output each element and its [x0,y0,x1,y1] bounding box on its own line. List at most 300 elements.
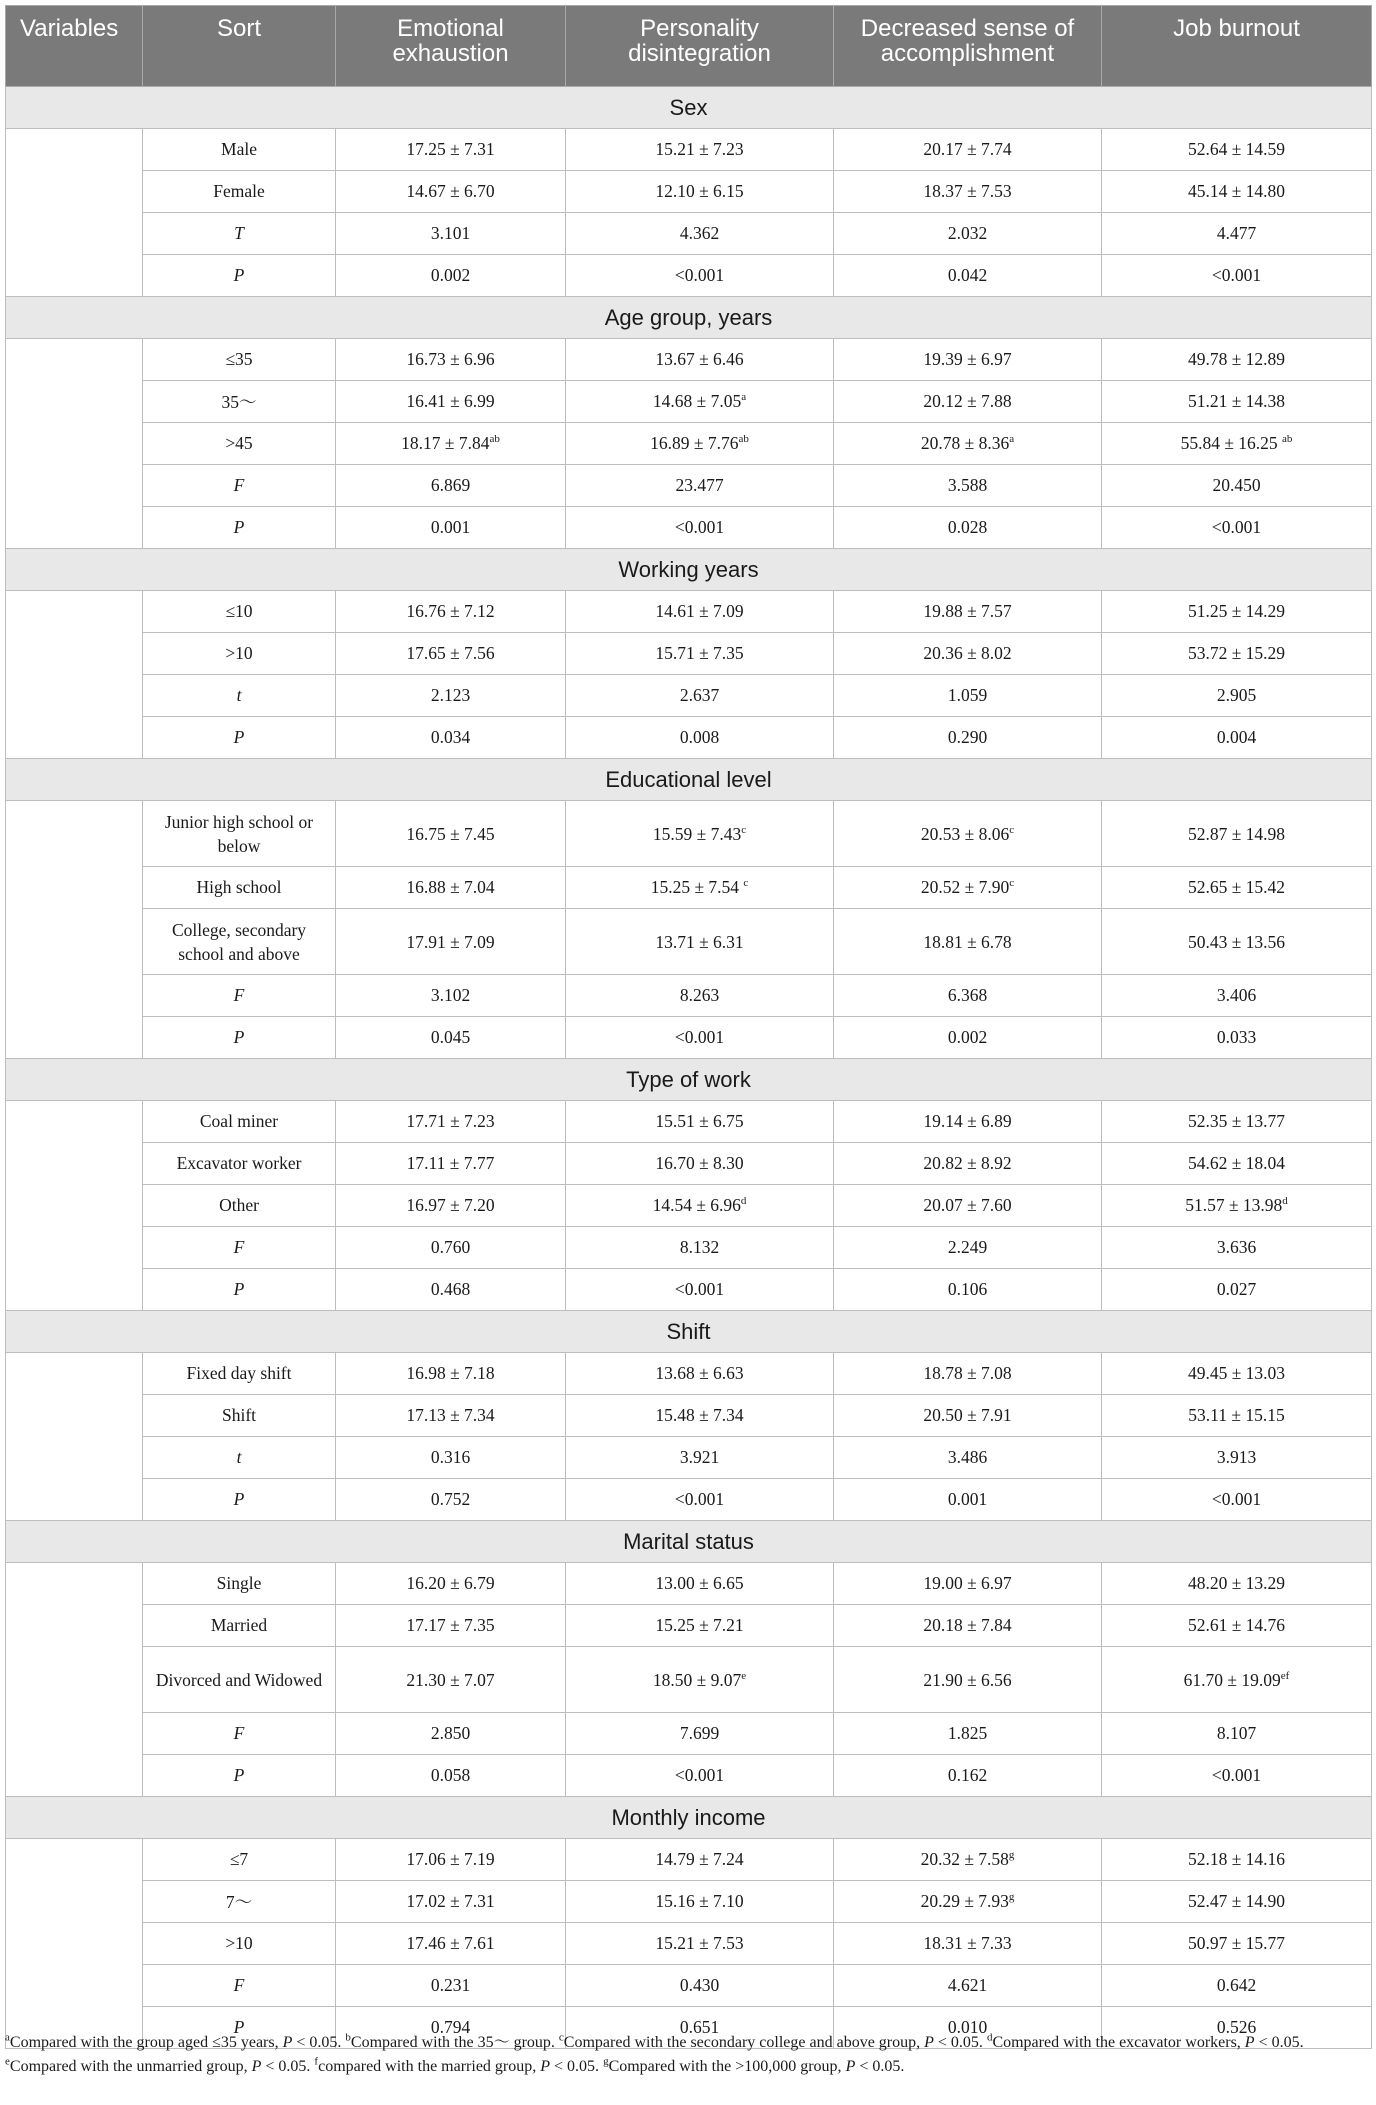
cell-value: 17.71 ± 7.23 [406,1111,495,1131]
emotional-exhaustion-cell [336,213,566,255]
personality-disintegration-cell [566,1605,834,1647]
variable-spacer-cell [6,465,143,507]
personality-disintegration-cell [566,867,834,909]
decreased-accomplishment-cell [834,867,1102,909]
job-burnout-cell [1102,717,1372,759]
cell-value: 15.21 ± 7.23 [655,139,744,159]
table-row [6,1227,1372,1269]
decreased-accomplishment-cell [834,1101,1102,1143]
job-burnout-cell [1102,1479,1372,1521]
sort-cell: F [143,1965,336,2007]
cell-value: 8.132 [679,1237,720,1257]
cell-value: 14.67 ± 6.70 [406,181,495,201]
personality-disintegration-cell [566,591,834,633]
variable-spacer-cell [6,1101,143,1143]
variable-spacer-cell [6,129,143,171]
emotional-exhaustion-cell [336,1017,566,1059]
cell-value: 16.89 ± 7.76 [650,433,739,453]
cell-value: <0.001 [1211,517,1262,537]
cell-value: 20.29 ± 7.93 [920,1891,1009,1911]
sort-cell: P [143,1479,336,1521]
section-title: Shift [6,1311,1372,1353]
decreased-accomplishment-cell [834,1923,1102,1965]
cell-value: 61.70 ± 19.09 [1183,1669,1281,1690]
cell-value: 0.002 [947,1027,988,1047]
cell-value: 17.13 ± 7.34 [406,1405,495,1425]
cell-value: 3.588 [947,475,988,495]
emotional-exhaustion-cell [336,255,566,297]
cell-value: 20.53 ± 8.06 [920,823,1010,844]
emotional-exhaustion-cell [336,1101,566,1143]
cell-value: 4.362 [679,223,720,243]
cell-value: 17.11 ± 7.77 [406,1153,495,1173]
table-row [6,1437,1372,1479]
cell-value: <0.001 [674,1279,725,1299]
personality-disintegration-cell [566,717,834,759]
sort-cell: 35～ [143,381,336,423]
footnote-text: Compared with the excavator workers, [992,2034,1245,2051]
personality-disintegration-cell [566,507,834,549]
emotional-exhaustion-cell [336,465,566,507]
emotional-exhaustion-cell [336,1647,566,1713]
sort-cell: F [143,1227,336,1269]
job-burnout-cell [1102,1839,1372,1881]
variable-spacer-cell [6,909,143,975]
personality-disintegration-cell [566,1881,834,1923]
cell-value: 51.25 ± 14.29 [1187,601,1286,621]
personality-disintegration-cell [566,1437,834,1479]
cell-value: 8.263 [679,985,720,1005]
footnote-p-symbol: P [251,2058,262,2075]
job-burnout-cell [1102,1965,1372,2007]
job-burnout-cell [1102,1437,1372,1479]
cell-value: 0.028 [947,517,988,537]
cell-value: 52.87 ± 14.98 [1187,823,1286,844]
emotional-exhaustion-cell [336,423,566,465]
significance-marker: a [741,391,747,404]
cell-value: 20.52 ± 7.90 [920,877,1010,897]
sort-cell: Other [143,1185,336,1227]
footnote-threshold: < 0.05. [1254,2034,1304,2051]
section-title: Monthly income [6,1797,1372,1839]
cell-value: 19.14 ± 6.89 [923,1111,1012,1131]
cell-value: 16.41 ± 6.99 [406,391,495,411]
significance-marker: ab [1282,433,1293,446]
job-burnout-cell [1102,975,1372,1017]
decreased-accomplishment-cell [834,1353,1102,1395]
cell-value: <0.001 [1211,1489,1262,1509]
job-burnout-cell [1102,1017,1372,1059]
table-row [6,909,1372,975]
cell-value: 54.62 ± 18.04 [1187,1153,1286,1173]
cell-value: 51.57 ± 13.98 [1185,1195,1283,1215]
sort-cell: >10 [143,633,336,675]
sort-cell: P [143,717,336,759]
cell-value: 0.642 [1216,1975,1257,1995]
footnote-threshold: < 0.05. [261,2058,315,2075]
table-row [6,1923,1372,1965]
cell-value: 3.636 [1216,1237,1257,1257]
variable-spacer-cell [6,1713,143,1755]
footnote-p-symbol: P [540,2058,551,2075]
decreased-accomplishment-cell [834,255,1102,297]
personality-disintegration-cell [566,1101,834,1143]
footnote-p-symbol: P [1244,2034,1255,2051]
job-burnout-cell [1102,1269,1372,1311]
emotional-exhaustion-cell [336,507,566,549]
job-burnout-cell [1102,633,1372,675]
table-row [6,975,1372,1017]
job-burnout-cell [1102,1881,1372,1923]
personality-disintegration-cell [566,423,834,465]
job-burnout-cell [1102,1713,1372,1755]
job-burnout-cell [1102,1605,1372,1647]
decreased-accomplishment-cell [834,423,1102,465]
emotional-exhaustion-cell [336,975,566,1017]
cell-value: 0.752 [430,1489,471,1509]
significance-marker: c [741,823,747,836]
emotional-exhaustion-cell [336,909,566,975]
cell-value: 13.71 ± 6.31 [655,931,744,952]
section-row [6,549,1372,591]
personality-disintegration-cell [566,1017,834,1059]
sort-cell: ≤7 [143,1839,336,1881]
variable-spacer-cell [6,213,143,255]
cell-value: 16.76 ± 7.12 [406,601,495,621]
cell-value: 4.477 [1216,223,1257,243]
decreased-accomplishment-cell [834,1479,1102,1521]
results-table [5,5,1372,2049]
cell-value: 13.67 ± 6.46 [655,349,744,369]
variable-spacer-cell [6,1269,143,1311]
table-row [6,717,1372,759]
cell-value: 14.79 ± 7.24 [655,1849,744,1869]
sort-cell: P [143,1269,336,1311]
cell-value: 13.68 ± 6.63 [655,1363,744,1383]
decreased-accomplishment-cell [834,171,1102,213]
sort-cell: F [143,975,336,1017]
cell-value: 0.162 [947,1765,988,1785]
cell-value: 0.316 [430,1447,471,1467]
cell-value: 20.50 ± 7.91 [923,1405,1012,1425]
sort-cell: P [143,1755,336,1797]
variable-spacer-cell [6,1965,143,2007]
cell-value: 2.032 [947,223,988,243]
personality-disintegration-cell [566,255,834,297]
personality-disintegration-cell [566,1185,834,1227]
sort-cell: P [143,2007,336,2049]
cell-value: 51.21 ± 14.38 [1187,391,1286,411]
emotional-exhaustion-cell [336,867,566,909]
decreased-accomplishment-cell [834,1269,1102,1311]
decreased-accomplishment-cell [834,1965,1102,2007]
decreased-accomplishment-cell [834,801,1102,867]
sort-cell: Junior high school or below [143,801,336,867]
footnote-p-symbol: P [924,2034,934,2051]
decreased-accomplishment-cell [834,129,1102,171]
cell-value: 15.21 ± 7.53 [655,1933,744,1953]
cell-value: 0.008 [679,727,720,747]
sort-cell: High school [143,867,336,909]
variable-spacer-cell [6,381,143,423]
emotional-exhaustion-cell [336,1965,566,2007]
significance-marker: ab [738,433,749,446]
cell-value: 52.65 ± 15.42 [1187,877,1286,897]
variable-spacer-cell [6,1437,143,1479]
cell-value: 20.450 [1212,475,1261,495]
variable-spacer-cell [6,339,143,381]
cell-value: 6.368 [947,985,988,1005]
cell-value: 50.43 ± 13.56 [1187,931,1286,952]
cell-value: 20.07 ± 7.60 [923,1195,1012,1215]
variable-spacer-cell [6,717,143,759]
cell-value: 0.010 [947,2017,988,2037]
sort-cell: ≤35 [143,339,336,381]
emotional-exhaustion-cell [336,717,566,759]
emotional-exhaustion-cell [336,129,566,171]
footnote-p-symbol: P [845,2058,856,2075]
table-row [6,633,1372,675]
cell-value: 19.88 ± 7.57 [923,601,1012,621]
variable-spacer-cell [6,1923,143,1965]
cell-value: 23.477 [675,475,724,495]
personality-disintegration-cell [566,1479,834,1521]
cell-value: 16.97 ± 7.20 [406,1195,495,1215]
sort-cell: Coal miner [143,1101,336,1143]
cell-value: <0.001 [1211,1765,1262,1785]
personality-disintegration-cell [566,381,834,423]
table-row [6,1269,1372,1311]
job-burnout-cell [1102,129,1372,171]
job-burnout-cell [1102,1101,1372,1143]
cell-value: 53.11 ± 15.15 [1188,1405,1285,1425]
cell-value: 2.123 [430,685,471,705]
cell-value: 0.033 [1216,1027,1257,1047]
job-burnout-cell [1102,1395,1372,1437]
sort-cell: ≤10 [143,591,336,633]
variable-spacer-cell [6,1563,143,1605]
variable-spacer-cell [6,1839,143,1881]
cell-value: 17.65 ± 7.56 [406,643,495,663]
personality-disintegration-cell [566,1395,834,1437]
header-row [6,6,1372,87]
table-body [6,87,1372,2049]
cell-value: 15.59 ± 7.43 [652,823,742,844]
footnote-marker: f [314,2055,319,2068]
job-burnout-cell [1102,171,1372,213]
emotional-exhaustion-cell [336,339,566,381]
cell-value: 52.18 ± 14.16 [1187,1849,1286,1869]
table-row [6,1101,1372,1143]
header-job-burnout: Job burnout [1102,6,1372,87]
job-burnout-cell [1102,1647,1372,1713]
cell-value: 0.027 [1216,1279,1257,1299]
cell-value: 52.47 ± 14.90 [1187,1891,1286,1911]
cell-value: 18.81 ± 6.78 [923,931,1012,952]
emotional-exhaustion-cell [336,1881,566,1923]
table-row [6,255,1372,297]
job-burnout-cell [1102,801,1372,867]
cell-value: 15.25 ± 7.21 [655,1615,744,1635]
job-burnout-cell [1102,423,1372,465]
emotional-exhaustion-cell [336,675,566,717]
personality-disintegration-cell [566,1713,834,1755]
section-title: Marital status [6,1521,1372,1563]
cell-value: 18.50 ± 9.07 [652,1669,742,1690]
table-row [6,129,1372,171]
cell-value: 0.231 [430,1975,471,1995]
variable-spacer-cell [6,975,143,1017]
cell-value: 15.71 ± 7.35 [655,643,744,663]
cell-value: 15.25 ± 7.54 [650,877,744,897]
cell-value: 16.88 ± 7.04 [406,877,495,897]
table-row [6,1563,1372,1605]
sort-cell: T [143,213,336,255]
cell-value: 52.61 ± 14.76 [1187,1615,1286,1635]
decreased-accomplishment-cell [834,1017,1102,1059]
cell-value: 0.002 [430,265,471,285]
sort-cell: Excavator worker [143,1143,336,1185]
emotional-exhaustion-cell [336,1923,566,1965]
cell-value: <0.001 [674,517,725,537]
decreased-accomplishment-cell [834,213,1102,255]
cell-value: 0.468 [430,1279,471,1299]
cell-value: 52.64 ± 14.59 [1187,139,1286,159]
significance-marker: ef [1280,1669,1290,1682]
personality-disintegration-cell [566,633,834,675]
job-burnout-cell [1102,381,1372,423]
section-title: Sex [6,87,1372,129]
emotional-exhaustion-cell [336,381,566,423]
variable-spacer-cell [6,507,143,549]
personality-disintegration-cell [566,1227,834,1269]
cell-value: 1.825 [947,1723,988,1743]
job-burnout-cell [1102,909,1372,975]
cell-value: 49.78 ± 12.89 [1187,349,1286,369]
variable-spacer-cell [6,801,143,867]
cell-value: 0.004 [1216,727,1257,747]
table-row [6,801,1372,867]
cell-value: 16.73 ± 6.96 [406,349,495,369]
cell-value: 53.72 ± 15.29 [1187,643,1286,663]
significance-marker: d [1282,1195,1288,1208]
header-personality-disintegration: Personality disintegration [566,6,834,87]
emotional-exhaustion-cell [336,1185,566,1227]
cell-value: 20.17 ± 7.74 [923,139,1012,159]
variable-spacer-cell [6,591,143,633]
job-burnout-cell [1102,1353,1372,1395]
table-row [6,1647,1372,1713]
emotional-exhaustion-cell [336,1437,566,1479]
cell-value: 17.17 ± 7.35 [406,1615,495,1635]
table-row [6,1881,1372,1923]
job-burnout-cell [1102,591,1372,633]
significance-marker: e [741,1669,747,1682]
section-row [6,87,1372,129]
cell-value: 0.526 [1216,2017,1257,2037]
significance-marker: c [1009,823,1015,836]
table-row [6,1605,1372,1647]
footnote-threshold: < 0.05. [550,2058,604,2075]
cell-value: 3.101 [430,223,471,243]
table-row [6,423,1372,465]
cell-value: 20.18 ± 7.84 [923,1615,1012,1635]
cell-value: 19.39 ± 6.97 [923,349,1012,369]
footnote-text: Compared with the secondary college and above group, [563,2034,925,2051]
personality-disintegration-cell [566,1353,834,1395]
table-row [6,591,1372,633]
cell-value: 19.00 ± 6.97 [923,1573,1012,1593]
cell-value: 15.51 ± 6.75 [655,1111,744,1131]
variable-spacer-cell [6,867,143,909]
significance-marker: d [740,1195,747,1208]
personality-disintegration-cell [566,213,834,255]
table-row [6,1143,1372,1185]
personality-disintegration-cell [566,129,834,171]
footnote-text: Compared with the unmarried group, [9,2058,252,2075]
variable-spacer-cell [6,1395,143,1437]
variable-spacer-cell [6,1479,143,1521]
section-row [6,759,1372,801]
cell-value: 2.637 [679,685,720,705]
decreased-accomplishment-cell [834,675,1102,717]
sort-cell: Fixed day shift [143,1353,336,1395]
table-row [6,1017,1372,1059]
cell-value: 17.06 ± 7.19 [406,1849,495,1869]
footnote-threshold: < 0.05. [855,2058,905,2075]
emotional-exhaustion-cell [336,1713,566,1755]
cell-value: 20.36 ± 8.02 [923,643,1012,663]
table-row [6,1353,1372,1395]
cell-value: 48.20 ± 13.29 [1187,1573,1286,1593]
sort-cell: P [143,1017,336,1059]
cell-value: <0.001 [1211,265,1262,285]
cell-value: 0.058 [430,1765,471,1785]
cell-value: 13.00 ± 6.65 [655,1573,744,1593]
cell-value: 2.850 [430,1723,471,1743]
significance-marker: c [1009,877,1015,890]
job-burnout-cell [1102,867,1372,909]
decreased-accomplishment-cell [834,1227,1102,1269]
footnote-text: Compared with the group aged ≤35 years, [9,2034,283,2051]
job-burnout-cell [1102,255,1372,297]
emotional-exhaustion-cell [336,1563,566,1605]
cell-value: 1.059 [947,685,988,705]
cell-value: 3.406 [1216,985,1257,1005]
variable-spacer-cell [6,1605,143,1647]
variable-spacer-cell [6,1647,143,1713]
cell-value: 17.46 ± 7.61 [406,1933,495,1953]
emotional-exhaustion-cell [336,1143,566,1185]
decreased-accomplishment-cell [834,1713,1102,1755]
cell-value: 3.102 [430,985,471,1005]
table-row [6,465,1372,507]
sort-cell: t [143,675,336,717]
cell-value: 0.042 [947,265,988,285]
job-burnout-cell [1102,1563,1372,1605]
footnote-marker: a [5,2031,10,2044]
table-row [6,1713,1372,1755]
cell-value: 16.70 ± 8.30 [655,1153,744,1173]
sort-cell: Male [143,129,336,171]
variable-spacer-cell [6,1881,143,1923]
emotional-exhaustion-cell [336,1353,566,1395]
sort-cell: Divorced and Widowed [143,1647,336,1713]
personality-disintegration-cell [566,1923,834,1965]
personality-disintegration-cell [566,675,834,717]
job-burnout-cell [1102,213,1372,255]
cell-value: 17.91 ± 7.09 [406,931,495,952]
